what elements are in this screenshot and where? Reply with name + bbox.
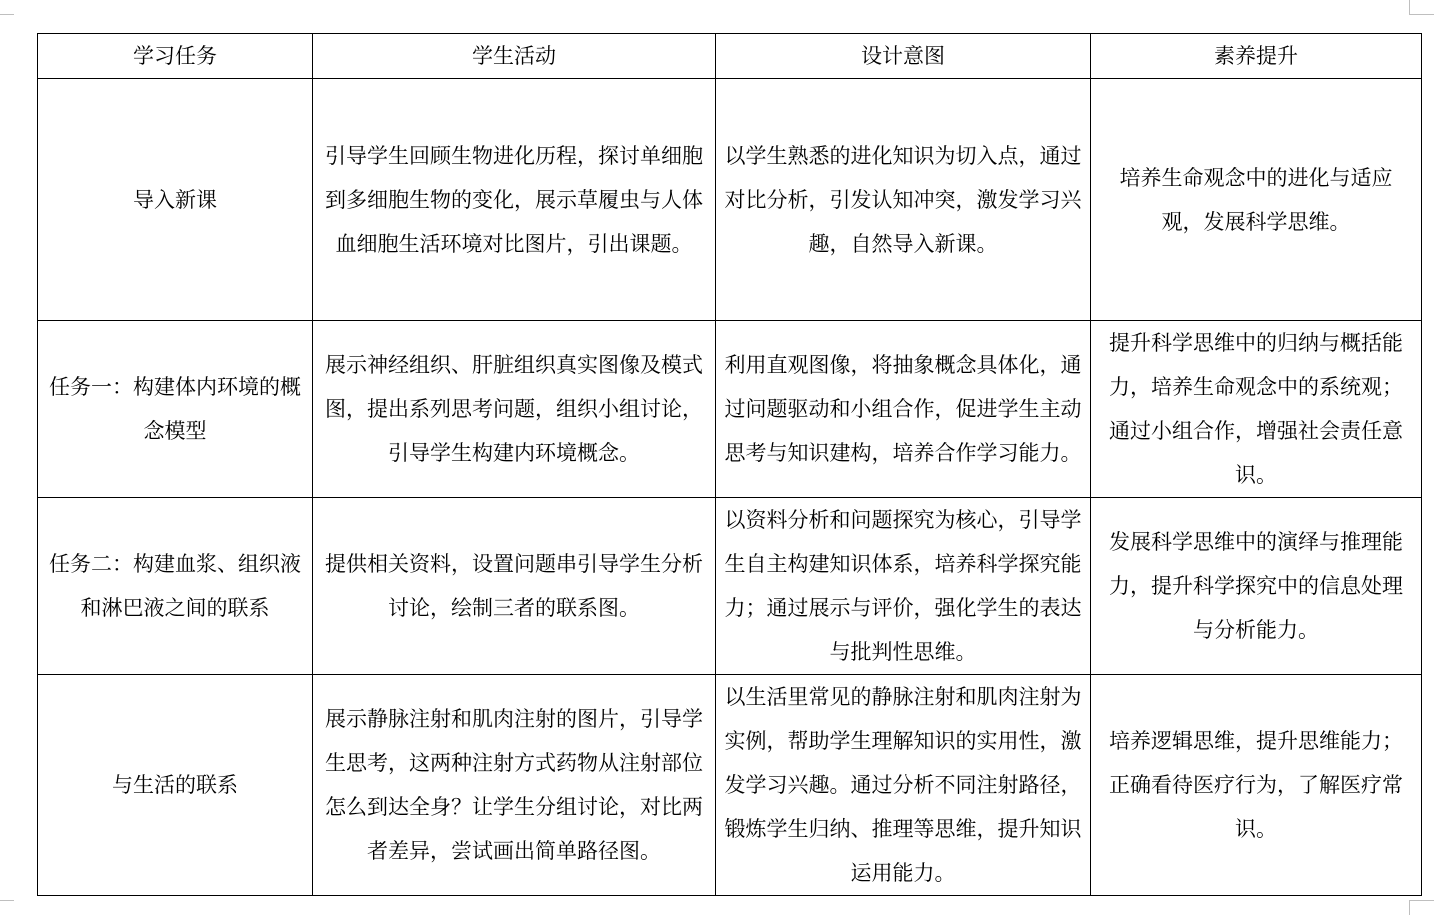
cell-intent: 以生活里常见的静脉注射和肌肉注射为实例，帮助学生理解知识的实用性，激发学习兴趣。通过分析不同注射路径，锻炼学生归纳、推理等思维，提升知识运用能力。 [716,675,1091,896]
table-row [38,498,1422,675]
cell-activity: 提供相关资料，设置问题串引导学生分析讨论，绘制三者的联系图。 [313,498,716,675]
header-task: 学习任务 [38,34,313,79]
cell-task: 任务一：构建体内环境的概念模型 [38,321,313,498]
header-intent: 设计意图 [716,34,1091,79]
cell-literacy: 培养逻辑思维，提升思维能力；正确看待医疗行为，了解医疗常识。 [1091,675,1422,896]
cell-activity: 引导学生回顾生物进化历程，探讨单细胞到多细胞生物的变化，展示草履虫与人体血细胞生活环境对比图片，引出课题。 [313,79,716,321]
page-corner-mark-bottom-right [1409,900,1434,915]
cell-intent: 利用直观图像，将抽象概念具体化，通过问题驱动和小组合作，促进学生主动思考与知识建构，培养合作学习能力。 [716,321,1091,498]
page-corner-mark-bottom-left [0,900,14,915]
cell-literacy: 提升科学思维中的归纳与概括能力，培养生命观念中的系统观；通过小组合作，增强社会责任意识。 [1091,321,1422,498]
table-row [38,79,1422,321]
cell-literacy: 培养生命观念中的进化与适应观，发展科学思维。 [1091,79,1422,321]
cell-task: 与生活的联系 [38,675,313,896]
page-corner-mark-top-right [1409,0,1434,15]
lesson-plan-table [37,33,1422,896]
cell-task: 任务二：构建血浆、组织液和淋巴液之间的联系 [38,498,313,675]
cell-intent: 以资料分析和问题探究为核心，引导学生自主构建知识体系，培养科学探究能力；通过展示与评价，强化学生的表达与批判性思维。 [716,498,1091,675]
cell-activity: 展示神经组织、肝脏组织真实图像及模式图，提出系列思考问题，组织小组讨论，引导学生构建内环境概念。 [313,321,716,498]
header-activity: 学生活动 [313,34,716,79]
cell-activity: 展示静脉注射和肌肉注射的图片，引导学生思考，这两种注射方式药物从注射部位怎么到达全身？让学生分组讨论，对比两者差异，尝试画出简单路径图。 [313,675,716,896]
table-row [38,321,1422,498]
cell-task: 导入新课 [38,79,313,321]
table-row [38,675,1422,896]
page-corner-mark-top-left [0,0,14,15]
cell-intent: 以学生熟悉的进化知识为切入点，通过对比分析，引发认知冲突，激发学习兴趣，自然导入新课。 [716,79,1091,321]
cell-literacy: 发展科学思维中的演绎与推理能力，提升科学探究中的信息处理与分析能力。 [1091,498,1422,675]
header-literacy: 素养提升 [1091,34,1422,79]
table-header-row [38,34,1422,79]
